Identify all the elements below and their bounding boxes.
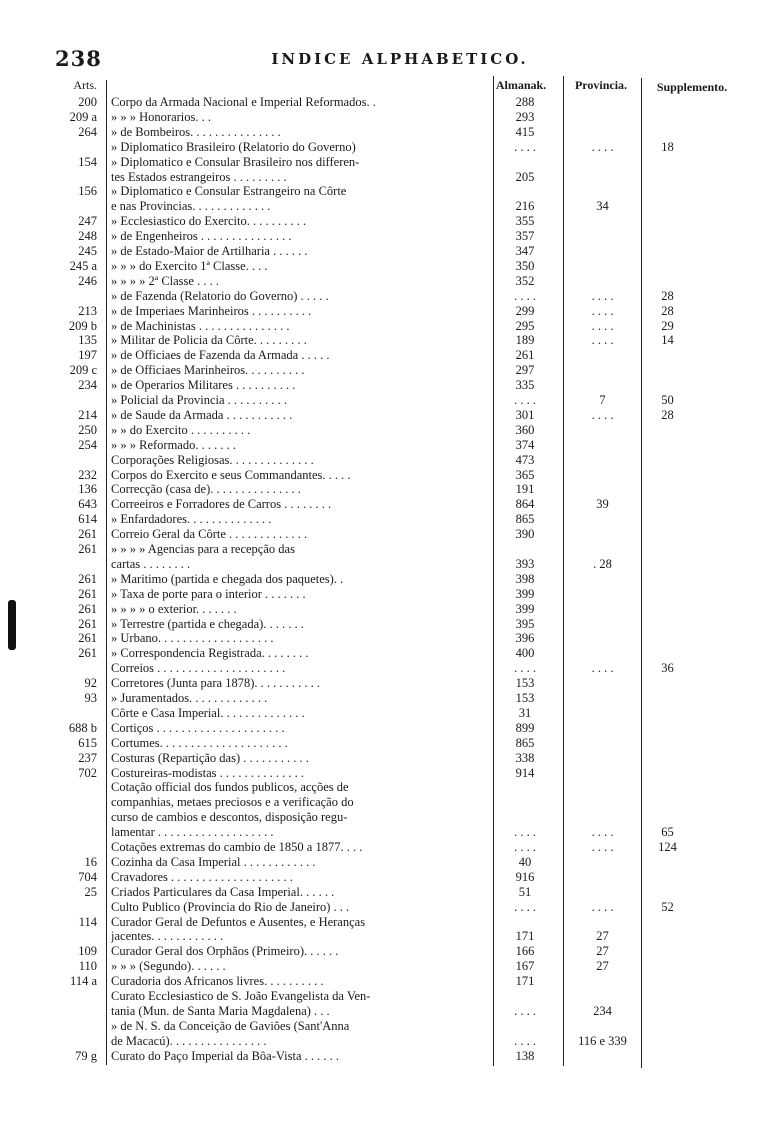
index-entry: tania (Mun. de Santa Maria Magdalena) . . .	[111, 1003, 330, 1018]
index-entry: Curato do Paço Imperial da Bôa-Vista . . . . . .	[111, 1048, 340, 1063]
almanak-page: 40	[518, 854, 532, 869]
table-row	[55, 974, 755, 989]
table-row	[55, 1049, 755, 1064]
almanak-page: 295	[515, 318, 535, 333]
provincia-page: 27	[596, 929, 609, 944]
supplemento-page: 29	[661, 318, 674, 333]
table-row	[55, 393, 755, 408]
page-number: 238	[55, 46, 102, 71]
almanak-page: 171	[515, 929, 535, 944]
index-entry: » de Imperiaes Marinheiros . . . . . . . . . .	[111, 303, 312, 318]
index-entry: » de Bombeiros. . . . . . . . . . . . . . .	[111, 124, 281, 139]
index-art-number: 261	[78, 601, 97, 616]
almanak-page: 293	[515, 109, 535, 124]
index-art-number: 214	[78, 407, 97, 422]
index-entry: » » do Exercito . . . . . . . . . .	[111, 422, 251, 437]
index-entry: Côrte e Casa Imperial. . . . . . . . . . . . . .	[111, 705, 305, 720]
index-entry: » de Operarios Militares . . . . . . . . . .	[111, 378, 296, 393]
almanak-page: 335	[515, 378, 535, 393]
index-entry: » » » » 2ª Classe . . . .	[111, 273, 219, 288]
index-entry: » Militar de Policia da Côrte. . . . . . . . .	[111, 333, 307, 348]
table-row	[55, 617, 755, 632]
almanak-page: 153	[515, 676, 535, 691]
almanak-page: . . . .	[514, 139, 536, 154]
table-row	[55, 512, 755, 527]
index-art-number: 264	[78, 124, 97, 139]
index-art-number: 261	[78, 586, 97, 601]
supplemento-page: 36	[661, 661, 674, 676]
almanak-page: 189	[515, 333, 535, 348]
supplemento-page: 50	[661, 393, 674, 407]
provincia-page: . . . .	[591, 333, 614, 348]
supplemento-page: 28	[661, 407, 674, 422]
table-row	[55, 721, 755, 736]
index-art-number: 261	[78, 616, 97, 631]
table-row	[55, 929, 755, 944]
almanak-page: 865	[515, 512, 535, 527]
index-art-number: 92	[84, 676, 97, 691]
table-row	[55, 214, 755, 229]
almanak-page: 205	[515, 169, 535, 184]
index-entry: » de Estado-Maior de Artilharia . . . . . .	[111, 244, 308, 258]
table-row	[55, 423, 755, 438]
table-row	[55, 348, 755, 363]
almanak-page: 399	[515, 586, 535, 601]
almanak-page: 191	[515, 482, 535, 497]
index-art-number: 209 a	[69, 109, 97, 124]
almanak-page: . . . .	[514, 899, 536, 914]
index-art-number: 261	[78, 646, 97, 661]
column-header-supplemento: Supplemento.	[656, 80, 728, 94]
index-entry: » de Machinistas . . . . . . . . . . . . . . .	[111, 318, 290, 333]
table-row	[55, 408, 755, 423]
table-row	[55, 274, 755, 289]
index-entry: » de Fazenda (Relatorio do Governo) . . . . .	[111, 288, 329, 303]
table-row	[55, 691, 755, 706]
index-entry: Corporações Religiosas. . . . . . . . . . . . . .	[111, 452, 314, 467]
index-entry: » Diplomatico Brasileiro (Relatorio do Governo)	[111, 139, 356, 154]
almanak-page: 395	[515, 616, 535, 631]
supplemento-page: 28	[661, 288, 674, 303]
almanak-page: 338	[515, 750, 535, 765]
almanak-page: 914	[515, 765, 535, 780]
index-art-number: 135	[78, 333, 97, 348]
provincia-page: . . . .	[591, 318, 614, 333]
index-art-number: 209 c	[69, 363, 97, 378]
index-art-number: 261	[78, 527, 97, 542]
table-row	[55, 959, 755, 974]
index-art-number: 16	[84, 854, 97, 869]
table-row	[55, 676, 755, 691]
column-header-provincia: Provincia.	[574, 78, 628, 92]
index-art-number: 200	[78, 95, 97, 109]
index-entry: » Correspondencia Registrada. . . . . . . .	[111, 646, 309, 661]
provincia-page: 7	[599, 393, 606, 407]
index-entry: Cotações extremas do cambio de 1850 a 1877. . . .	[111, 840, 363, 854]
table-row	[55, 527, 755, 542]
table-row	[55, 304, 755, 319]
supplemento-page: 14	[661, 333, 674, 348]
index-art-number: 136	[78, 482, 97, 497]
index-entry: companhias, metaes preciosos e a verificação do	[111, 795, 354, 810]
running-title: INDICE ALPHABETICO.	[271, 50, 529, 68]
provincia-page: 27	[596, 944, 609, 959]
provincia-page: 116 e 339	[578, 1033, 627, 1048]
almanak-page: 138	[515, 1048, 535, 1063]
supplemento-page: 52	[661, 899, 674, 914]
provincia-page: . . . .	[591, 139, 614, 154]
index-entry: Curato Ecclesiastico de S. João Evangelista da Ven-	[111, 989, 371, 1003]
index-entry: Costureiras-modistas . . . . . . . . . . . . . .	[111, 765, 305, 780]
almanak-page: 398	[515, 571, 535, 586]
table-row	[55, 706, 755, 721]
almanak-page: 301	[515, 407, 535, 422]
index-entry: Curadoria dos Africanos livres. . . . . . . . . .	[111, 974, 324, 989]
index-entry: Correios . . . . . . . . . . . . . . . . . . . . .	[111, 661, 286, 676]
index-entry: Correio Geral da Côrte . . . . . . . . . . . . .	[111, 527, 308, 542]
table-row	[55, 751, 755, 766]
table-row	[55, 1034, 755, 1049]
index-entry: Corretores (Junta para 1878). . . . . . . . . . .	[111, 676, 320, 691]
index-entry: » de Officiaes Marinheiros. . . . . . . . . .	[111, 363, 305, 378]
table-row	[55, 602, 755, 617]
table-row	[55, 587, 755, 602]
almanak-page: 167	[515, 959, 535, 974]
index-entry: curso de cambios e descontos, disposição regu-	[111, 810, 348, 825]
supplemento-page: 65	[661, 825, 674, 840]
provincia-page: . . . .	[591, 407, 614, 422]
almanak-page: 899	[515, 720, 535, 735]
index-entry: » » » Honorarios. . .	[111, 109, 211, 124]
index-entry: de Macacú). . . . . . . . . . . . . . . .	[111, 1033, 267, 1048]
almanak-page: . . . .	[514, 661, 536, 676]
index-entry: » » » Reformado. . . . . . .	[111, 437, 236, 452]
almanak-page: . . . .	[514, 825, 536, 840]
table-row	[55, 333, 755, 348]
index-art-number: 247	[78, 214, 97, 229]
provincia-page: 39	[596, 497, 609, 512]
index-entry: Cortumes. . . . . . . . . . . . . . . . . . . . .	[111, 735, 288, 750]
index-entry: » Diplomatico e Consular Estrangeiro na Côrte	[111, 184, 347, 199]
table-row	[55, 900, 755, 915]
almanak-page: 261	[515, 348, 535, 363]
index-art-number: 156	[78, 184, 97, 199]
table-row	[55, 363, 755, 378]
index-entry: » de Engenheiros . . . . . . . . . . . . . . .	[111, 229, 292, 244]
almanak-page: 350	[515, 258, 535, 273]
almanak-page: . . . .	[514, 840, 536, 854]
index-art-number: 79 g	[75, 1048, 97, 1063]
almanak-page: 865	[515, 735, 535, 750]
table-row	[55, 482, 755, 497]
index-entry: » Terrestre (partida e chegada). . . . . . .	[111, 616, 304, 631]
table-row	[55, 453, 755, 468]
table-row	[55, 766, 755, 781]
index-entry: Correcção (casa de). . . . . . . . . . . . . . .	[111, 482, 301, 497]
page-header	[55, 46, 745, 76]
index-art-number: 245 a	[69, 258, 97, 273]
index-art-number: 614	[78, 512, 97, 527]
almanak-page: 390	[515, 527, 535, 542]
index-entry: lamentar . . . . . . . . . . . . . . . . . . .	[111, 825, 274, 840]
table-row	[55, 855, 755, 870]
index-entry: Curador Geral dos Orphãos (Primeiro). . . . . .	[111, 944, 339, 959]
index-entry: » de N. S. da Conceição de Gaviões (Sant'Anna	[111, 1018, 350, 1033]
table-row	[55, 989, 755, 1004]
almanak-page: . . . .	[514, 393, 536, 407]
index-entry: Culto Publico (Provincia do Rio de Janeiro) . . .	[111, 899, 350, 914]
almanak-page: 352	[515, 273, 535, 288]
almanak-page: 166	[515, 944, 535, 959]
index-entry: Curador Geral de Defuntos e Ausentes, e Heranças	[111, 914, 366, 929]
index-art-number: 109	[78, 944, 97, 959]
index-entry: Costuras (Repartição das) . . . . . . . . . . .	[111, 750, 309, 765]
provincia-page: 27	[596, 959, 609, 974]
index-entry: » Diplomatico e Consular Brasileiro nos differen-	[111, 154, 360, 169]
index-art-number: 250	[78, 422, 97, 437]
table-row	[55, 1004, 755, 1019]
table-row	[55, 825, 755, 840]
table-row	[55, 1019, 755, 1034]
almanak-page: 216	[515, 199, 535, 214]
almanak-page: 393	[515, 556, 535, 571]
index-entry: » » » » o exterior. . . . . . .	[111, 601, 237, 616]
almanak-page: 374	[515, 437, 535, 452]
table-row	[55, 259, 755, 274]
almanak-page: 360	[515, 422, 535, 437]
almanak-page: 297	[515, 363, 535, 378]
index-entry: Criados Particulares da Casa Imperial. . . . . .	[111, 884, 335, 899]
almanak-page: 365	[515, 467, 535, 482]
table-row	[55, 944, 755, 959]
index-entry: » Ecclesiastico do Exercito. . . . . . . . . .	[111, 214, 307, 229]
almanak-page: 355	[515, 214, 535, 229]
provincia-page: . . . .	[591, 661, 614, 676]
index-art-number: 110	[78, 959, 97, 974]
index-art-number: 154	[78, 154, 97, 169]
provincia-page: . 28	[593, 556, 612, 571]
almanak-page: 357	[515, 229, 535, 244]
index-art-number: 93	[84, 691, 97, 705]
almanak-page: 864	[515, 497, 535, 512]
index-entry: » Enfardadores. . . . . . . . . . . . . .	[111, 512, 272, 527]
table-row	[55, 378, 755, 393]
provincia-page: 34	[596, 199, 609, 214]
index-entry: » Urbano. . . . . . . . . . . . . . . . . . .	[111, 631, 274, 646]
index-entry: » Taxa de porte para o interior . . . . . . .	[111, 586, 306, 601]
index-entry: jacentes. . . . . . . . . . . .	[111, 929, 224, 944]
table-row	[55, 110, 755, 125]
supplemento-page: 28	[661, 303, 674, 318]
table-row	[55, 125, 755, 140]
almanak-page: 299	[515, 303, 535, 318]
table-row	[55, 229, 755, 244]
index-art-number: 248	[78, 229, 97, 244]
index-entry: » de Saude da Armada . . . . . . . . . . .	[111, 407, 293, 422]
index-entry: » Policial da Provincia . . . . . . . . . .	[111, 393, 288, 407]
index-art-number: 704	[78, 869, 97, 884]
index-art-number: 254	[78, 437, 97, 452]
almanak-page: 399	[515, 601, 535, 616]
table-row	[55, 631, 755, 646]
almanak-page: 916	[515, 869, 535, 884]
table-row	[55, 557, 755, 572]
index-art-number: 688 b	[68, 720, 97, 735]
table-row	[55, 646, 755, 661]
almanak-page: 31	[518, 705, 532, 720]
table-row	[55, 438, 755, 453]
provincia-page: . . . .	[591, 899, 614, 914]
provincia-page: . . . .	[591, 288, 614, 303]
provincia-page: 234	[593, 1003, 612, 1018]
almanak-page: . . . .	[514, 1003, 536, 1018]
almanak-page: 400	[515, 646, 535, 661]
table-row	[55, 289, 755, 304]
table-row	[55, 870, 755, 885]
index-art-number: 25	[84, 884, 97, 899]
index-art-number: 213	[78, 303, 97, 318]
index-art-number: 261	[78, 631, 97, 646]
almanak-page: 171	[515, 974, 535, 989]
almanak-page: 347	[515, 244, 535, 258]
supplemento-page: 124	[658, 840, 677, 854]
provincia-page: . . . .	[591, 825, 614, 840]
index-entry: » » » do Exercito 1ª Classe. . . .	[111, 258, 268, 273]
index-entry: » Maritimo (partida e chegada dos paquetes). .	[111, 571, 344, 586]
index-entry: Cortiços . . . . . . . . . . . . . . . . . . . . .	[111, 720, 285, 735]
almanak-page: 473	[515, 452, 535, 467]
index-art-number: 232	[78, 467, 97, 482]
column-header-arts: Arts.	[73, 78, 97, 92]
table-row	[55, 244, 755, 259]
index-art-number: 615	[78, 735, 97, 750]
almanak-page: 396	[515, 631, 535, 646]
index-entry: tes Estados estrangeiros . . . . . . . . .	[111, 169, 287, 184]
table-row	[55, 184, 755, 199]
index-entry: Corpo da Armada Nacional e Imperial Reformados. .	[111, 95, 376, 109]
almanak-page: . . . .	[514, 288, 536, 303]
table-row	[55, 572, 755, 587]
almanak-page: . . . .	[514, 1033, 536, 1048]
index-entry: » » » (Segundo). . . . . .	[111, 959, 226, 974]
table-row	[55, 155, 755, 170]
supplemento-page: 18	[661, 139, 674, 154]
index-entry: » » » » Agencias para a recepção das	[111, 542, 295, 556]
index-art-number: 197	[78, 348, 97, 363]
binding-mark	[8, 600, 16, 650]
provincia-page: . . . .	[591, 303, 614, 318]
table-row	[55, 736, 755, 751]
table-row	[55, 95, 755, 110]
table-row	[55, 170, 755, 185]
index-art-number: 261	[78, 571, 97, 586]
index-entry: Corpos do Exercito e seus Commandantes. . . . .	[111, 467, 351, 482]
almanak-page: 153	[515, 691, 535, 705]
index-art-number: 643	[78, 497, 97, 512]
almanak-page: 415	[515, 124, 535, 139]
index-art-number: 209 b	[68, 318, 97, 333]
almanak-page: 51	[518, 884, 532, 899]
table-row	[55, 199, 755, 214]
index-entry: Cozinha da Casa Imperial . . . . . . . . . . . .	[111, 854, 316, 869]
table-row	[55, 319, 755, 334]
table-row	[55, 468, 755, 483]
table-row	[55, 661, 755, 676]
table-row	[55, 840, 755, 855]
index-art-number: 245	[78, 244, 97, 258]
table-row	[55, 780, 755, 795]
table-row	[55, 885, 755, 900]
index-entry: Correeiros e Forradores de Carros . . . . . . . .	[111, 497, 332, 512]
table-row	[55, 795, 755, 810]
index-entry: e nas Provincias. . . . . . . . . . . . .	[111, 199, 271, 214]
index-entry: » de Officiaes de Fazenda da Armada . . . . .	[111, 348, 330, 363]
index-art-number: 702	[78, 765, 97, 780]
table-row	[55, 810, 755, 825]
index-art-number: 114 a	[70, 974, 97, 989]
index-art-number: 261	[78, 542, 97, 556]
table-row	[55, 915, 755, 930]
index-entry: cartas . . . . . . . .	[111, 556, 191, 571]
almanak-page: 288	[515, 95, 535, 109]
table-row	[55, 497, 755, 512]
index-art-number: 246	[78, 273, 97, 288]
column-header-almanak: Almanak.	[495, 78, 547, 92]
index-art-number: 234	[78, 378, 97, 393]
index-art-number: 237	[78, 750, 97, 765]
index-entry: Cravadores . . . . . . . . . . . . . . . . . . . .	[111, 869, 293, 884]
table-row	[55, 542, 755, 557]
table-row	[55, 140, 755, 155]
provincia-page: . . . .	[591, 840, 614, 854]
index-art-number: 114	[78, 914, 97, 929]
index-entry: » Juramentados. . . . . . . . . . . . .	[111, 691, 268, 705]
index-entry: Cotação official dos fundos publicos, acções de	[111, 780, 349, 795]
